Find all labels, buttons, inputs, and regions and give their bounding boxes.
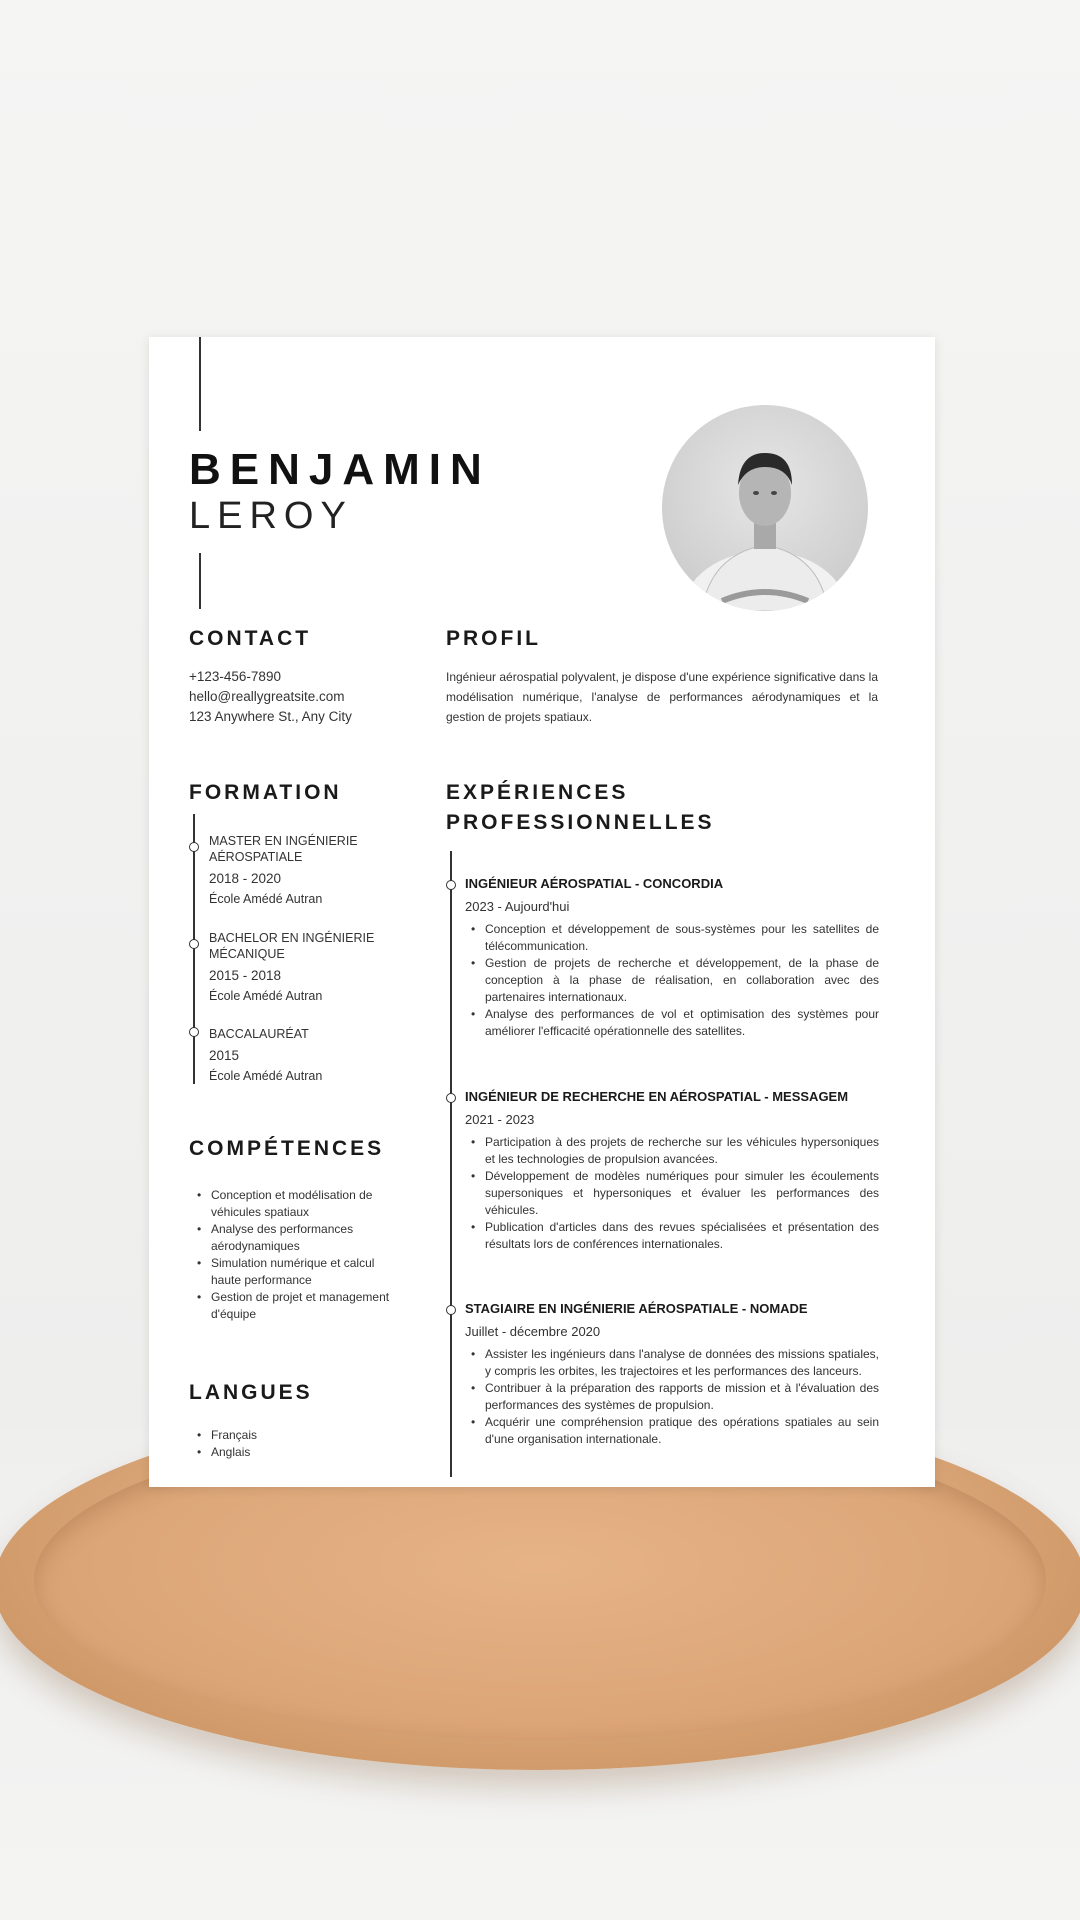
- formation-years: 2015 - 2018: [209, 968, 282, 983]
- languages-list: [191, 1427, 391, 1461]
- formation-item: [209, 1026, 389, 1086]
- job-bullet: • Analyse des performances de vol et optimisation des systèmes pour améliorer l'efficacité opérationnelle des satellites.: [465, 1006, 879, 1040]
- contact-email: hello@reallygreatsite.com: [189, 689, 345, 704]
- skills-list: [191, 1187, 391, 1323]
- formation-dot: [189, 1027, 199, 1037]
- formation-title: MASTER EN INGÉNIERIE AÉROSPATIALE: [209, 834, 358, 864]
- skill-item: • Simulation numérique et calcul haute performance: [191, 1255, 391, 1289]
- experience-heading-line1: EXPÉRIENCES: [446, 781, 629, 804]
- language-item: • Français: [191, 1427, 391, 1444]
- header-top-line: [199, 337, 201, 431]
- profile-photo: [662, 405, 868, 611]
- job-bullet: • Publication d'articles dans des revues spécialisées et présentation des résultats lors de conférences internationales.: [465, 1219, 879, 1253]
- job-title: STAGIAIRE EN INGÉNIERIE AÉROSPATIALE - NOMADE: [465, 1301, 808, 1316]
- job-bullet: • Acquérir une compréhension pratique des opérations spatiales au sein d'une organisation internationale.: [465, 1414, 879, 1448]
- job-bullets: [465, 921, 879, 1040]
- contact-phone: +123-456-7890: [189, 669, 281, 684]
- job-dates: 2021 - 2023: [465, 1112, 535, 1127]
- formation-dot: [189, 842, 199, 852]
- formation-title: BACHELOR EN INGÉNIERIE MÉCANIQUE: [209, 931, 375, 961]
- job-bullet: • Conception et développement de sous-systèmes pour les satellites de télécommunication.: [465, 921, 879, 955]
- profile-heading: PROFIL: [446, 627, 541, 650]
- formation-school: École Amédé Autran: [209, 989, 323, 1003]
- formation-heading: FORMATION: [189, 781, 342, 804]
- job-bullet: • Développement de modèles numériques pour simuler les écoulements supersoniques et hypersoniques et évaluer les performances des véhicules.: [465, 1168, 879, 1219]
- header-bottom-line: [199, 553, 201, 609]
- experience-item: [465, 1088, 879, 1253]
- experience-timeline: [450, 851, 452, 1477]
- formation-years: 2018 - 2020: [209, 871, 282, 886]
- contact-address: 123 Anywhere St., Any City: [189, 709, 352, 724]
- job-bullet: • Gestion de projets de recherche et développement, de la phase de conception à la phase de réalisation, en collaboration avec des partenaires internationaux.: [465, 955, 879, 1006]
- job-bullets: [465, 1346, 879, 1448]
- skills-heading: COMPÉTENCES: [189, 1137, 385, 1160]
- formation-school: École Amédé Autran: [209, 1069, 323, 1083]
- job-title: INGÉNIEUR DE RECHERCHE EN AÉROSPATIAL - MESSAGEM: [465, 1089, 849, 1104]
- job-dates: Juillet - décembre 2020: [465, 1324, 601, 1339]
- skill-item: • Conception et modélisation de véhicules spatiaux: [191, 1187, 391, 1221]
- job-bullet: • Contribuer à la préparation des rapports de mission et à l'évaluation des performances des systèmes de propulsion.: [465, 1380, 879, 1414]
- experience-dot: [446, 880, 456, 890]
- experience-item: [465, 875, 879, 1040]
- resume-page: [149, 337, 935, 1487]
- job-bullets: [465, 1134, 879, 1253]
- job-bullet: • Assister les ingénieurs dans l'analyse de données des missions spatiales, y compris les orbites, les trajectoires et les performances des lanceurs.: [465, 1346, 879, 1380]
- formation-item: [209, 833, 389, 909]
- first-name: BENJAMIN: [189, 445, 491, 494]
- skill-item: • Analyse des performances aérodynamiques: [191, 1221, 391, 1255]
- formation-school: École Amédé Autran: [209, 892, 323, 906]
- person-portrait-icon: [662, 405, 868, 611]
- experience-dot: [446, 1093, 456, 1103]
- profile-text: Ingénieur aérospatial polyvalent, je dispose d'une expérience significative dans la modélisation numérique, l'analyse de performances aérodynamiques et la gestion de projets spatiaux.: [446, 670, 878, 724]
- job-bullet: • Participation à des projets de recherche sur les véhicules hypersoniques et les technologies de propulsion avancées.: [465, 1134, 879, 1168]
- formation-item: [209, 930, 389, 1006]
- experience-item: [465, 1300, 879, 1448]
- language-item: • Anglais: [191, 1444, 391, 1461]
- skill-item: • Gestion de projet et management d'équipe: [191, 1289, 391, 1323]
- formation-title: BACCALAURÉAT: [209, 1027, 309, 1041]
- formation-dot: [189, 939, 199, 949]
- experience-heading-line2: PROFESSIONNELLES: [446, 811, 715, 834]
- contact-heading: CONTACT: [189, 627, 312, 650]
- formation-years: 2015: [209, 1048, 240, 1063]
- job-dates: 2023 - Aujourd'hui: [465, 899, 570, 914]
- experience-dot: [446, 1305, 456, 1315]
- job-title: INGÉNIEUR AÉROSPATIAL - CONCORDIA: [465, 876, 724, 891]
- contact-block: [189, 667, 352, 727]
- last-name: LEROY: [189, 495, 353, 537]
- formation-timeline: [193, 814, 195, 1084]
- languages-heading: LANGUES: [189, 1381, 313, 1404]
